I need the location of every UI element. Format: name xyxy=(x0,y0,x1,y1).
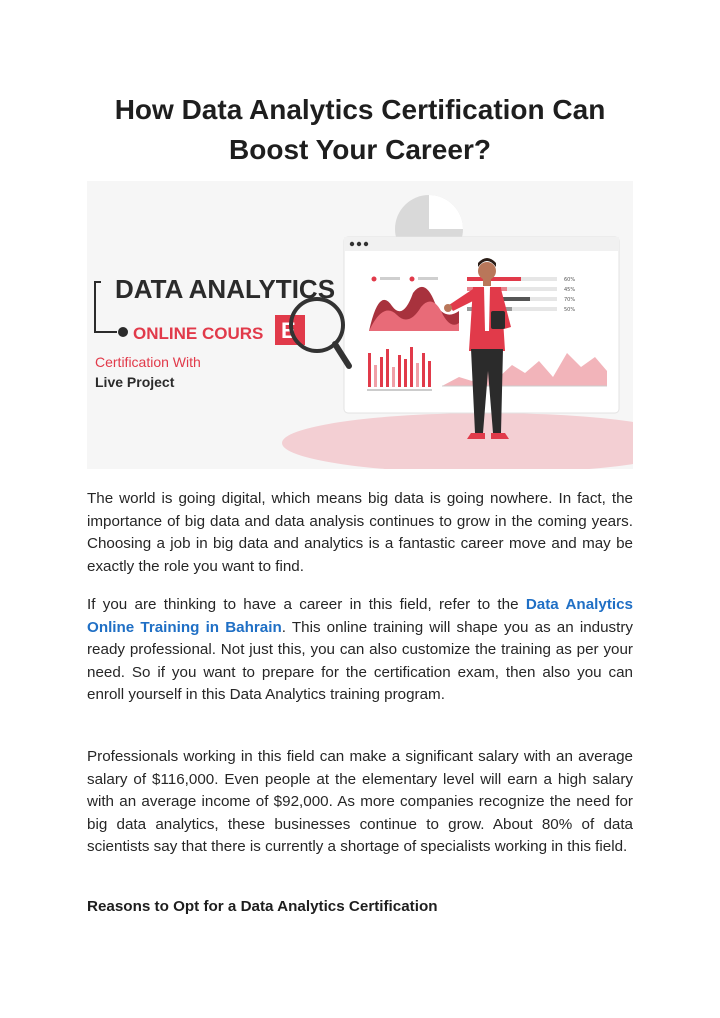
legend-value-4: 50% xyxy=(564,307,576,313)
banner-tagline-2: Live Project xyxy=(95,374,175,390)
title-line-2: Boost Your Career? xyxy=(229,134,491,165)
banner-subheadline: ONLINE COURS xyxy=(133,324,264,343)
legend-value-2: 45% xyxy=(564,287,576,293)
hero-banner-image xyxy=(87,181,633,469)
paragraph-intro: The world is going digital, which means big data is going nowhere. In fact, the importance of big data and data analysis continues to grow in the coming years. Choosing a job in big data and analytics is a fantastic career move and may be exactly the role you want to find. xyxy=(87,490,633,575)
floor-shadow xyxy=(282,413,633,469)
banner-tagline-1: Certification With xyxy=(95,354,201,370)
bracket-line xyxy=(95,282,117,332)
paragraph-training-rest: . This online training will shape you as an industry ready professional. Not just this, you can also customize the training as per your need. So if you want to prepare for the certification exam, then also you can enroll yourself in this Data Analytics training program. xyxy=(87,618,633,704)
title-line-1: How Data Analytics Certification Can xyxy=(114,94,606,125)
page-title xyxy=(60,90,660,170)
legend-value-1: 60% xyxy=(564,277,576,283)
banner-subheadline-accent: E xyxy=(281,318,296,343)
paragraph-training xyxy=(87,594,633,707)
legend-value-3: 70% xyxy=(564,297,576,303)
paragraph-salary: Professionals working in this field can make a significant salary with an average salary of $116,000. Even people at the elementary level will earn a high salary with an average income of $92,000. As more companies recognize the need for big data analytics, these businesses continue to grow. About 80% of data scientists say that there is currently a shortage of specialists working in this field. xyxy=(87,748,633,856)
bullet-dot xyxy=(118,327,128,337)
data-analytics-training-link[interactable]: Data Analytics Online Training in Bahrain xyxy=(87,596,633,636)
banner-headline: DATA ANALYTICS xyxy=(115,274,336,304)
section-heading: Reasons to Opt for a Data Analytics Certification xyxy=(87,898,438,915)
banner-illustration xyxy=(87,181,633,469)
paragraph-training-lead: If you are thinking to have a career in this field, refer to the xyxy=(87,596,526,613)
